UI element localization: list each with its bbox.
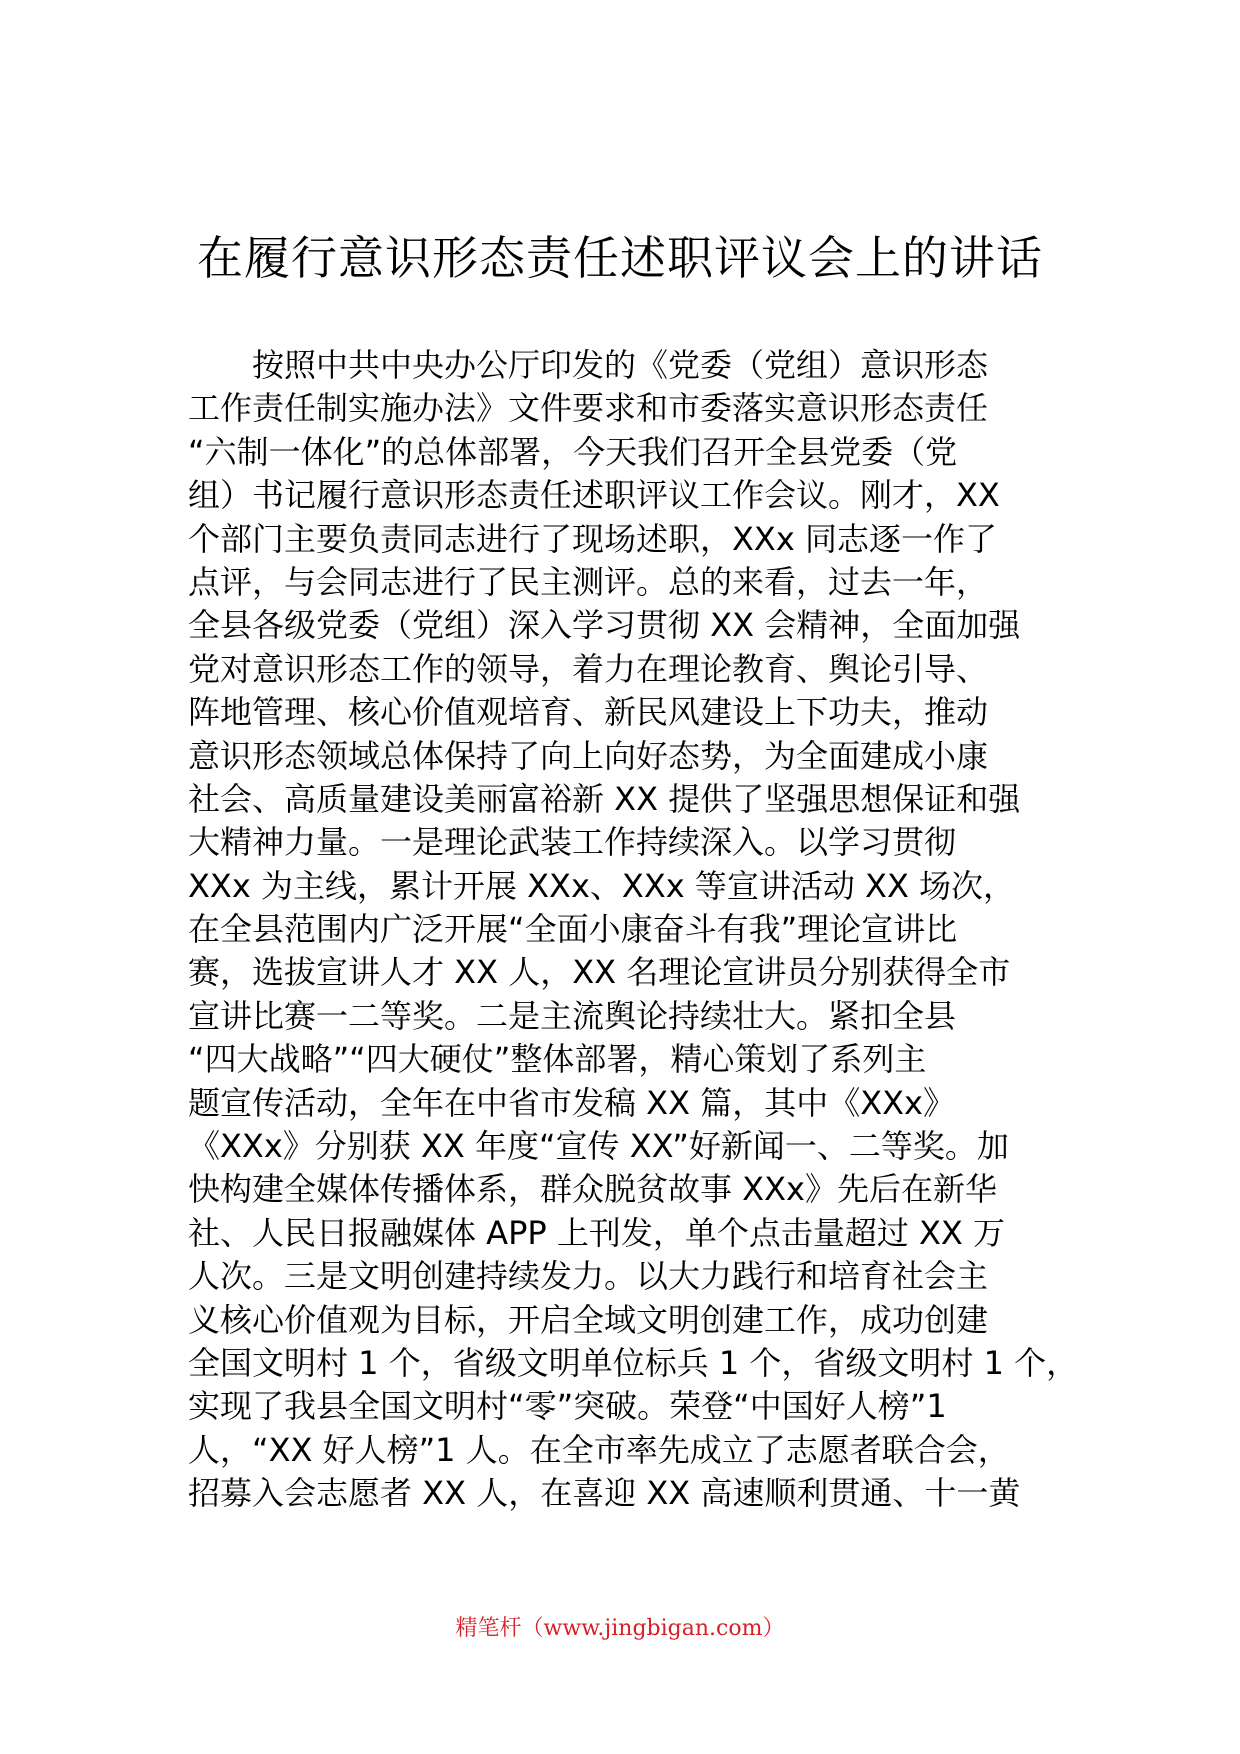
text-line: 人，“XX 好人榜”1 人。在全市率先成立了志愿者联合会， <box>188 1430 1010 1469</box>
text-line: 大精神力量。一是理论武装工作持续深入。以学习贯彻 <box>188 823 957 862</box>
text-line: 在全县范围内广泛开展“全面小康奋斗有我”理论宣讲比 <box>188 910 958 949</box>
text-line: XXx 为主线，累计开展 XXx、XXx 等宣讲活动 XX 场次， <box>188 866 1016 905</box>
text-line: 阵地管理、核心价值观培育、新民风建设上下功夫，推动 <box>188 693 989 732</box>
text-line: 实现了我县全国文明村“零”突破。荣登“中国好人榜”1 <box>188 1387 947 1426</box>
text-line: 全国文明村 1 个，省级文明单位标兵 1 个，省级文明村 1 个， <box>188 1343 1079 1382</box>
text-line: 赛，选拔宣讲人才 XX 人，XX 名理论宣讲员分别获得全市 <box>188 953 1011 992</box>
footer-watermark: 精笔杆（www.jingbigan.com） <box>455 1616 785 1641</box>
page-title: 在履行意识形态责任述职评议会上的讲话 <box>197 231 1043 285</box>
text-line: 组）书记履行意识形态责任述职评议工作会议。刚才，XX <box>188 476 1000 515</box>
text-line: 人次。三是文明创建持续发力。以大力践行和培育社会主 <box>188 1257 989 1296</box>
text-line: 义核心价值观为目标，开启全域文明创建工作，成功创建 <box>188 1300 989 1339</box>
text-line: 快构建全媒体传播体系，群众脱贫故事 XXx》先后在新华 <box>188 1170 997 1209</box>
text-line: 社、人民日报融媒体 APP 上刊发，单个点击量超过 XX 万 <box>188 1213 1006 1252</box>
text-line: 按照中共中央办公厅印发的《党委（党组）意识形态 <box>252 346 989 384</box>
text-line: “六制一体化”的总体部署，今天我们召开全县党委（党 <box>188 432 958 471</box>
text-line: 个部门主要负责同志进行了现场述职，XXx 同志逐一作了 <box>188 519 997 558</box>
text-line: “四大战略”“四大硬仗”整体部署，精心策划了系列主 <box>188 1040 927 1079</box>
text-line: 社会、高质量建设美丽富裕新 XX 提供了坚强思想保证和强 <box>188 779 1021 818</box>
text-line: 宣讲比赛一二等奖。二是主流舆论持续壮大。紧扣全县 <box>188 996 957 1035</box>
text-line: 《XXx》分别获 XX 年度“宣传 XX”好新闻一、二等奖。加 <box>188 1127 1009 1166</box>
text-line: 全县各级党委（党组）深入学习贯彻 XX 会精神，全面加强 <box>188 606 1021 645</box>
text-line: 党对意识形态工作的领导，着力在理论教育、舆论引导、 <box>188 649 989 688</box>
text-line: 意识形态领域总体保持了向上向好态势，为全面建成小康 <box>188 736 989 775</box>
text-line: 题宣传活动，全年在中省市发稿 XX 篇，其中《XXx》 <box>188 1083 955 1122</box>
text-line: 工作责任制实施办法》文件要求和市委落实意识形态责任 <box>188 389 989 428</box>
body-paragraph <box>188 344 1079 1516</box>
text-line: 点评，与会同志进行了民主测评。总的来看，过去一年， <box>188 562 989 601</box>
text-line: 招募入会志愿者 XX 人，在喜迎 XX 高速顺利贯通、十一黄 <box>188 1474 1021 1513</box>
